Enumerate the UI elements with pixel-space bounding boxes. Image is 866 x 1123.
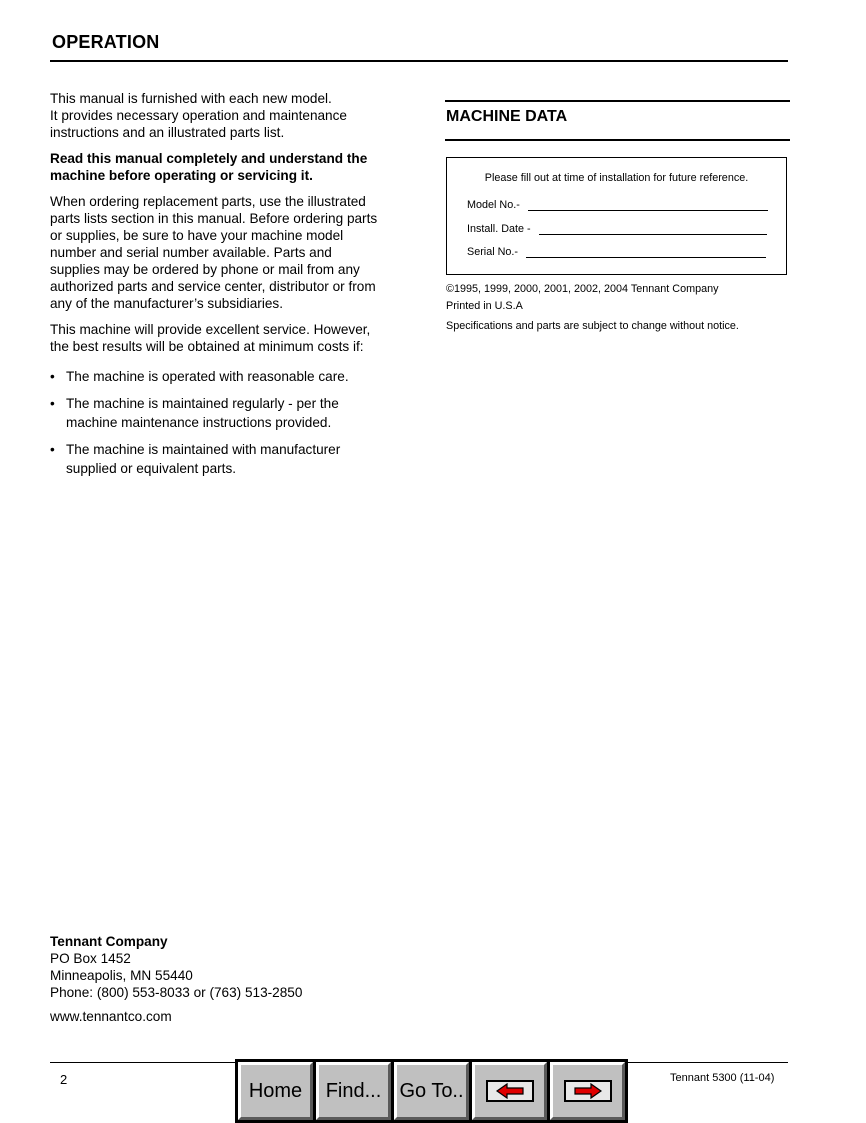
ordering-paragraph (50, 193, 400, 312)
ordering-line: any of the manufacturer’s subsidiaries. (50, 296, 283, 311)
install-date-label: Install. Date - (467, 223, 531, 235)
machine-data-divider-top (445, 100, 790, 102)
machine-data-form (446, 157, 787, 275)
service-line: This machine will provide excellent service. However, (50, 322, 371, 337)
goto-button[interactable]: Go To.. (394, 1062, 469, 1120)
list-item-text: The machine is maintained regularly - per the (66, 396, 339, 411)
company-phone: Phone: (800) 553-8033 or (763) 513-2850 (50, 985, 303, 1000)
previous-page-button[interactable] (472, 1062, 547, 1120)
intro-column (50, 90, 400, 486)
serial-number-label: Serial No.- (467, 246, 519, 258)
navigation-bar (235, 1059, 628, 1123)
model-number-blank[interactable] (528, 198, 768, 211)
company-website[interactable]: www.tennantco.com (50, 1009, 172, 1024)
find-button[interactable]: Find... (316, 1062, 391, 1120)
company-address (50, 933, 302, 1025)
list-item-text: supplied or equivalent parts. (66, 461, 237, 476)
machine-data-divider-bottom (445, 139, 790, 141)
machine-data-title: MACHINE DATA (446, 108, 568, 125)
list-item-text: The machine is operated with reasonable care. (66, 369, 349, 384)
right-arrow-frame (564, 1080, 612, 1102)
serial-number-field[interactable] (467, 245, 766, 258)
company-po-box: PO Box 1452 (50, 951, 131, 966)
document-reference: Tennant 5300 (11-04) (670, 1072, 775, 1084)
list-item (50, 367, 400, 386)
list-item (50, 440, 400, 478)
bullet-icon: • (50, 396, 55, 411)
bullet-icon: • (50, 442, 55, 457)
ordering-line: parts lists section in this manual. Before ordering parts (50, 211, 378, 226)
intro-line: This manual is furnished with each new model. (50, 91, 332, 106)
intro-line: It provides necessary operation and maintenance (50, 108, 347, 123)
service-line: the best results will be obtained at minimum costs if: (50, 339, 364, 354)
left-arrow-icon (496, 1083, 524, 1099)
left-arrow-frame (486, 1080, 534, 1102)
right-arrow-icon (574, 1083, 602, 1099)
ordering-line: authorized parts and service center, distributor or from (50, 279, 376, 294)
conditions-list (50, 367, 400, 478)
change-notice: Specifications and parts are subject to change without notice. (446, 320, 739, 332)
company-city: Minneapolis, MN 55440 (50, 968, 193, 983)
ordering-line: supplies may be ordered by phone or mail from any (50, 262, 360, 277)
warning-paragraph (50, 150, 400, 184)
home-button[interactable]: Home (238, 1062, 313, 1120)
next-page-button[interactable] (550, 1062, 625, 1120)
company-name: Tennant Company (50, 934, 168, 949)
serial-number-blank[interactable] (526, 245, 766, 258)
ordering-line: When ordering replacement parts, use the illustrated (50, 194, 366, 209)
form-instruction: Please fill out at time of installation for future reference. (484, 172, 749, 184)
page-title: OPERATION (52, 32, 160, 52)
model-number-label: Model No.- (467, 199, 520, 211)
bullet-icon: • (50, 369, 55, 384)
list-item-text: machine maintenance instructions provided. (66, 415, 332, 430)
list-item-text: The machine is maintained with manufacturer (66, 442, 341, 457)
title-divider (50, 60, 788, 62)
install-date-blank[interactable] (539, 222, 767, 235)
ordering-line: or supplies, be sure to have your machine model (50, 228, 344, 243)
printed-in: Printed in U.S.A (446, 300, 523, 312)
model-number-field[interactable] (467, 198, 768, 211)
page-number: 2 (60, 1072, 68, 1087)
warning-line: machine before operating or servicing it. (50, 168, 313, 183)
list-item (50, 394, 400, 432)
service-paragraph (50, 321, 400, 355)
ordering-line: number and serial number available. Parts and (50, 245, 332, 260)
warning-line: Read this manual completely and understand the (50, 151, 368, 166)
install-date-field[interactable] (467, 222, 767, 235)
intro-line: instructions and an illustrated parts list. (50, 125, 285, 140)
copyright-notice: ©1995, 1999, 2000, 2001, 2002, 2004 Tennant Company (446, 283, 719, 295)
intro-paragraph (50, 90, 400, 141)
